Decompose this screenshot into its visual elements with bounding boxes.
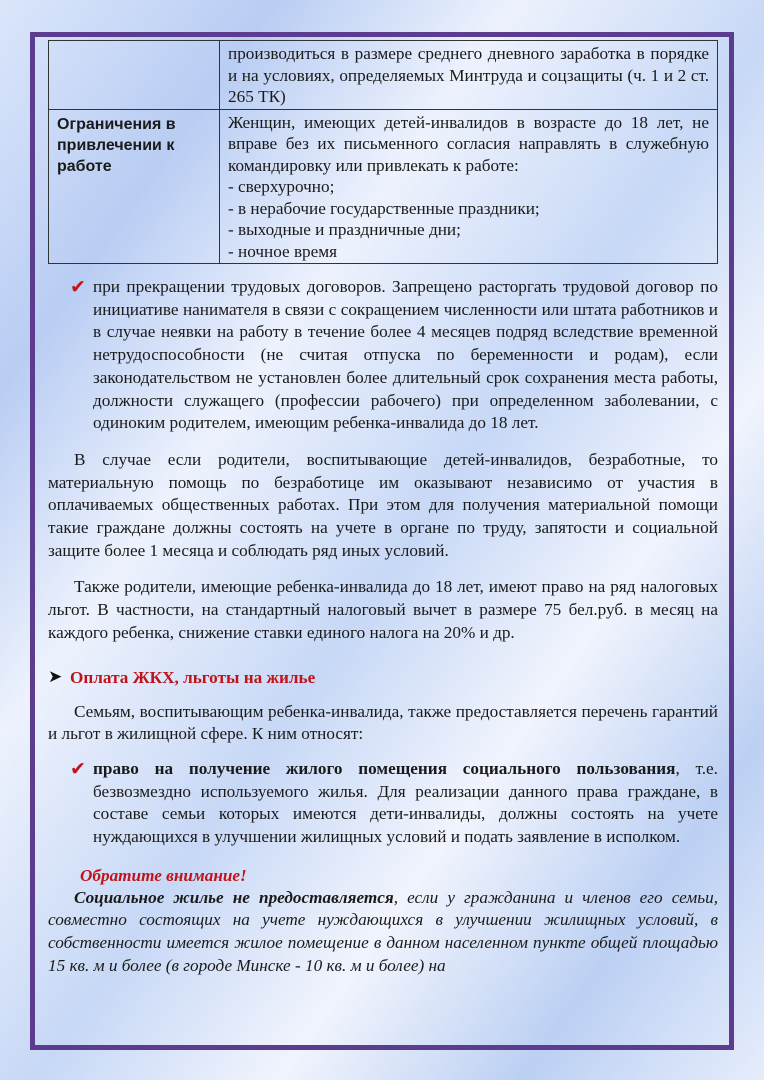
bullet-text: Запрещено расторгать трудовой договор по инициативе нанимателя в связи с сокращением численности или штата работников и в случае неявки на работу в течение более 4 месяцев подряд вследствие временной нетрудоспособности (не считая отпуска по беременности и родам), если законодательством не установлен более длительный срок сохранения места работы, должности служащего (профессии рабочего) при определенном заболевании, с одиноким родителем, имеющим ребенка-инвалида до 18 лет. bbox=[93, 277, 718, 433]
bullet-lead: право на получение жилого помещения социального пользования bbox=[93, 758, 676, 778]
restriction-intro: Женщин, имеющих детей-инвалидов в возрасте до 18 лет, не вправе без их письменного согласия направлять в служебную командировку или привлекать к работе: bbox=[228, 112, 709, 175]
restriction-item: - в нерабочие государственные праздники; bbox=[228, 198, 540, 218]
info-table bbox=[48, 40, 718, 264]
list-item bbox=[48, 276, 718, 435]
restriction-item: - выходные и праздничные дни; bbox=[228, 220, 461, 239]
restriction-item: - ночное время bbox=[228, 241, 338, 261]
list-item bbox=[48, 758, 718, 849]
note-text: , если у гражданина и членов его семьи, совместно состоящих на учете нуждающихся в улучшении жилищных условий, в собственности имеется жилое помещение в данном населенном пункте общей площадью 15 кв. м и более (в городе Минске - 10 кв. м и более) на bbox=[48, 887, 718, 975]
attention-heading: Обратите внимание! bbox=[80, 865, 247, 885]
bullet-text: , т.е. безвозмездно используемого жилья. Для реализации данного права граждане, в составе семьи которых имеются дети-инвалиды, должны состоять на учете нуждающихся в улучшении жилищных условий и подать заявление в исполком. bbox=[93, 758, 718, 847]
bullet-lead: при прекращении трудовых договоров. bbox=[93, 277, 386, 296]
note-paragraph bbox=[48, 887, 718, 978]
table-cell-text bbox=[220, 109, 718, 264]
paragraph: Также родители, имеющие ребенка-инвалида до 18 лет, имеют право на ряд налоговых льгот. В частности, на стандартный налоговый вычет в размере 75 бел.руб. в месяц на каждого ребенка, снижение ставки единого налога на 20% и др. bbox=[48, 577, 718, 642]
section-heading bbox=[48, 667, 718, 689]
note-lead: Социальное жилье не предоставляется bbox=[74, 887, 394, 907]
page-content bbox=[48, 40, 718, 978]
table-cell-heading: Ограничения в привлечении к работе bbox=[49, 109, 220, 264]
paragraph: Семьям, воспитывающим ребенка-инвалида, также предоставляется перечень гарантий и льгот в жилищной сфере. К ним относят: bbox=[48, 701, 718, 744]
arrow-right-icon: ➤ bbox=[48, 666, 63, 687]
table-cell-heading bbox=[49, 41, 220, 110]
table-cell-text: производиться в размере среднего дневного заработка в порядке и на условиях, определяемых Минтруда и соцзащиты (ч. 1 и 2 ст. 265 ТК) bbox=[220, 41, 718, 110]
table-row bbox=[49, 41, 718, 110]
checkmark-icon: ✔ bbox=[70, 276, 86, 298]
checkmark-icon: ✔ bbox=[70, 757, 86, 780]
paragraph: В случае если родители, воспитывающие детей-инвалидов, безработные, то материальную помощь по безработице им оказывают независимо от участия в оплачиваемых общественных работах. При этом для получения материальной помощи такие граждане должны состоять на учете в органе по труду, запятости и социальной защите более 1 месяца и соблюдать ряд иных условий. bbox=[48, 449, 718, 560]
restriction-item: - сверхурочно; bbox=[228, 177, 335, 196]
table-row bbox=[49, 109, 718, 264]
section-title: Оплата ЖКХ, льготы на жилье bbox=[70, 667, 316, 687]
